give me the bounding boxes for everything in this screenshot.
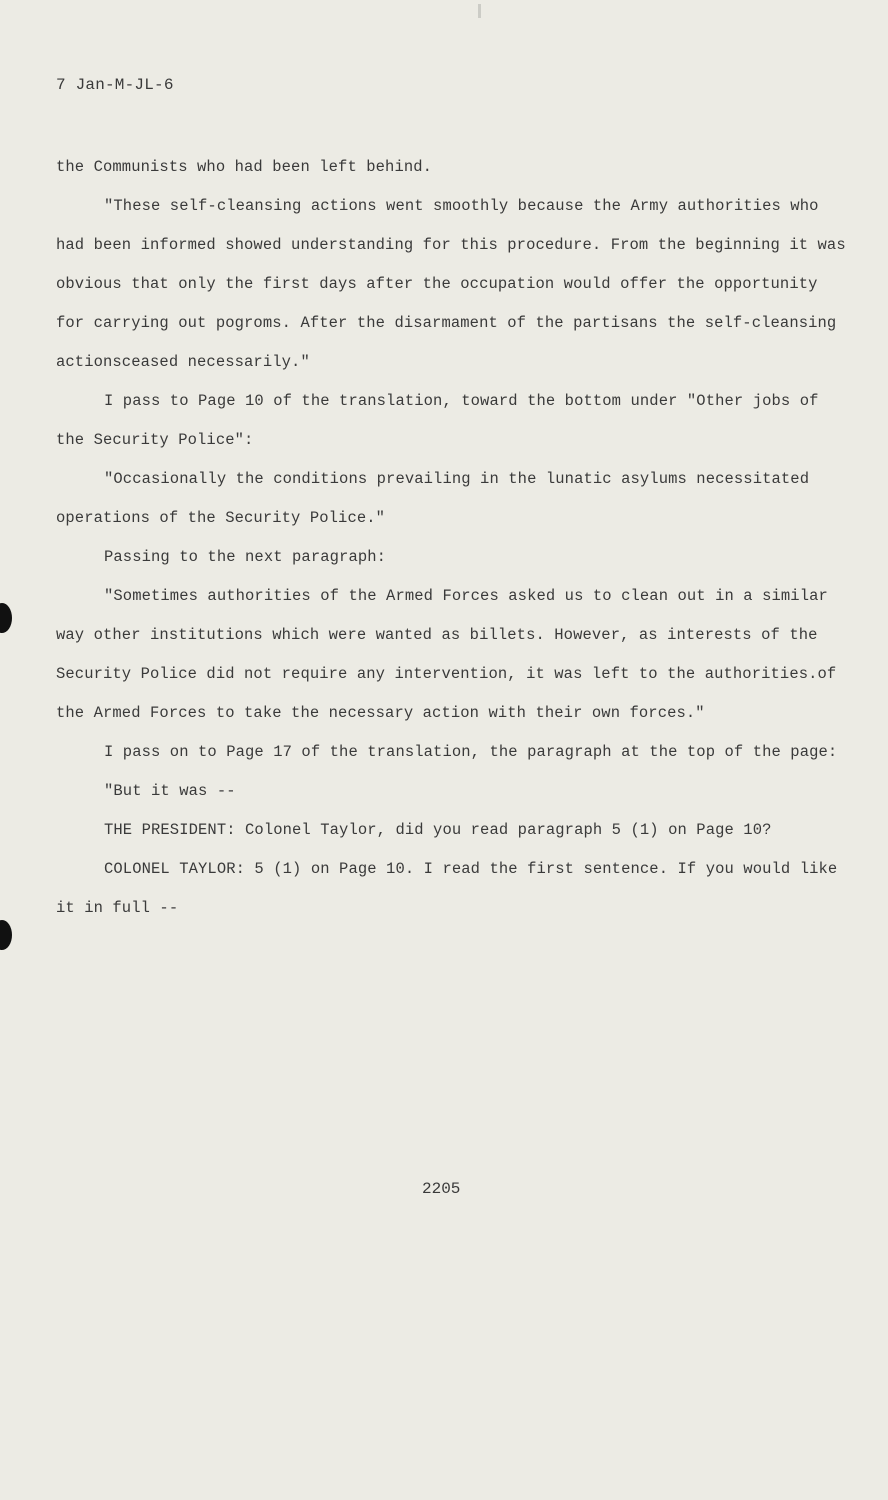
paragraph-5: Passing to the next paragraph:	[104, 548, 387, 566]
paragraph-2: "These self-cleansing actions went smoothly because the Army authorities who had been informed showed understanding for this procedure. From the beginning it was obvious that only the first days after the occupation would offer the opportunity for carrying out pogroms. After the disarmament of the partisans the self-cleansing actionsceased necessarily."	[56, 197, 846, 371]
paper-mark	[478, 4, 481, 18]
paragraph-8: "But it was --	[104, 782, 236, 800]
page-number: 2205	[422, 1180, 461, 1198]
document-body	[56, 148, 846, 928]
paragraph-3: I pass to Page 10 of the translation, toward the bottom under "Other jobs of the Security Police":	[56, 392, 819, 449]
paragraph-9: THE PRESIDENT: Colonel Taylor, did you read paragraph 5 (1) on Page 10?	[104, 821, 772, 839]
document-id: 7 Jan-M-JL-6	[56, 76, 174, 94]
paragraph-10: COLONEL TAYLOR: 5 (1) on Page 10. I read the first sentence. If you would like it in full --	[56, 860, 838, 917]
punch-hole-top	[0, 603, 12, 633]
paragraph-4: "Occasionally the conditions prevailing in the lunatic asylums necessitated operations of the Security Police."	[56, 470, 810, 527]
paragraph-1: the Communists who had been left behind.	[56, 158, 433, 176]
punch-hole-bottom	[0, 920, 12, 950]
paragraph-7: I pass on to Page 17 of the translation, the paragraph at the top of the page:	[104, 743, 838, 761]
paragraph-6: "Sometimes authorities of the Armed Forces asked us to clean out in a similar way other institutions which were wanted as billets. However, as interests of the Security Police did not require any intervention, it was left to the authorities.of the Armed Forces to take the necessary action with their own forces."	[56, 587, 837, 722]
